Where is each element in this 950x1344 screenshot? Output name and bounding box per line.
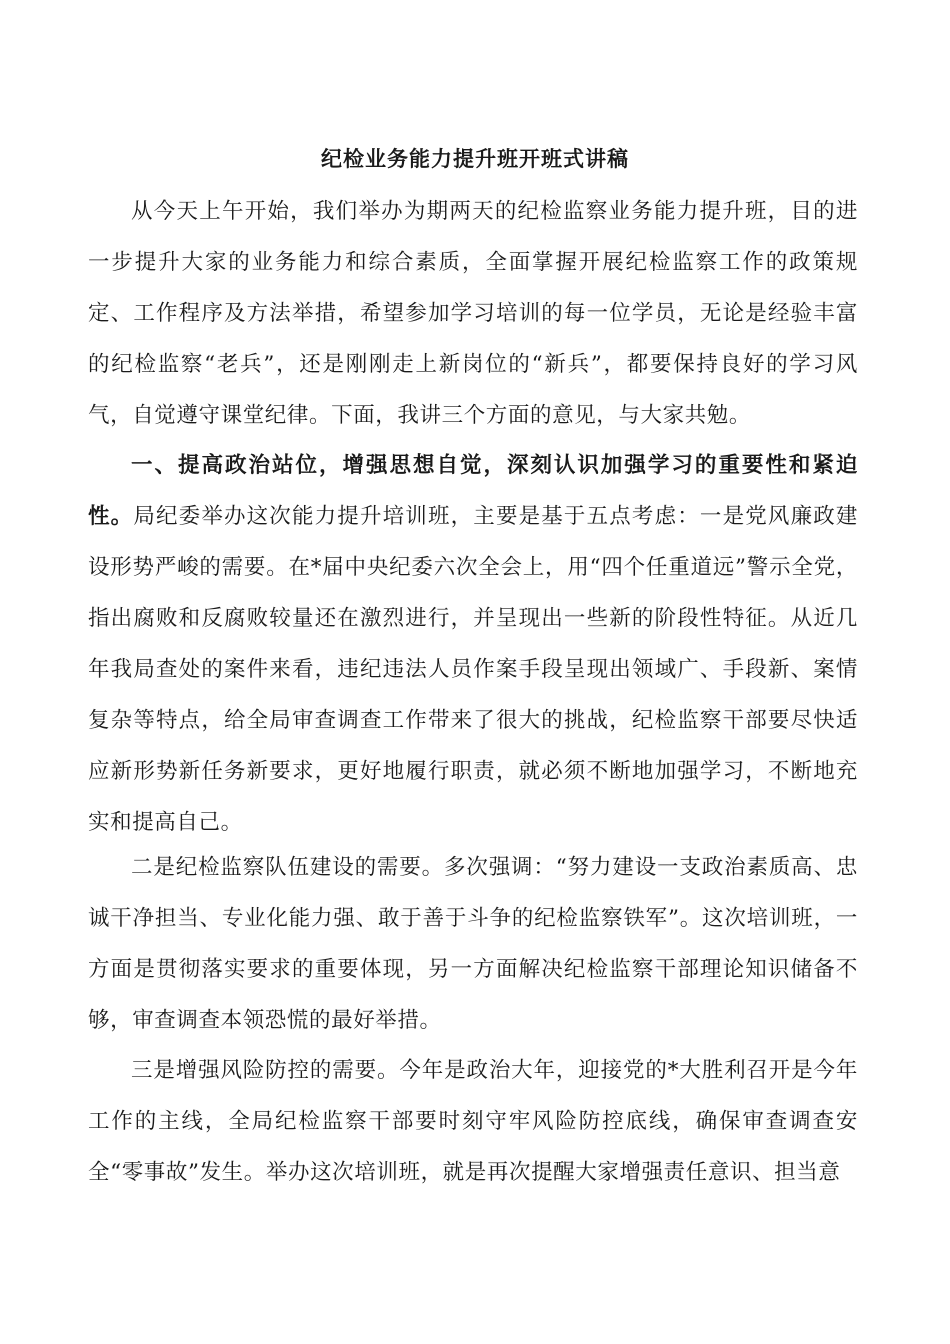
- section-heading: 一、提高政治站位，增强思想自觉，深刻认识加强学习的重要性和紧迫性。: [88, 453, 858, 529]
- paragraph-text: 三是增强风险防控的需要。今年是政治大年，迎接党的*大胜利召开是今年工作的主线，全局纪检监察干部要时刻守牢风险防控底线，确保审查调查安全“零事故”发生。举办这次培训班，就是再次提醒大家增强责任意识、担当意: [88, 1058, 858, 1185]
- paragraph-point-three: [88, 1045, 858, 1198]
- paragraph-text: 局纪委举办这次能力提升培训班，主要是基于五点考虑：一是党风廉政建设形势严峻的需要。在*届中央纪委六次全会上，用“四个任重道远”警示全党，指出腐败和反腐败较量还在激烈进行，并呈现出一些新的阶段性特征。从近几年我局查处的案件来看，违纪违法人员作案手段呈现出领域广、手段新、案情复杂等特点，给全局审查调查工作带来了很大的挑战，纪检监察干部要尽快适应新形势新任务新要求，更好地履行职责，就必须不断地加强学习，不断地充实和提高自己。: [88, 504, 858, 835]
- paragraph-section-one: [88, 440, 858, 848]
- document-title: 纪检业务能力提升班开班式讲稿: [321, 146, 629, 171]
- paragraph-intro: [88, 186, 858, 441]
- paragraph-text: 二是纪检监察队伍建设的需要。多次强调：“努力建设一支政治素质高、忠诚干净担当、专业化能力强、敢于善于斗争的纪检监察铁军”。这次培训班，一方面是贯彻落实要求的重要体现，另一方面解决纪检监察干部理论知识储备不够，审查调查本领恐慌的最好举措。: [88, 855, 858, 1033]
- paragraph-point-two: [88, 842, 858, 1046]
- paragraph-text: 从今天上午开始，我们举办为期两天的纪检监察业务能力提升班，目的进一步提升大家的业务能力和综合素质，全面掌握开展纪检监察工作的政策规定、工作程序及方法举措，希望参加学习培训的每一位学员，无论是经验丰富的纪检监察“老兵”，还是刚刚走上新岗位的“新兵”，都要保持良好的学习风气，自觉遵守课堂纪律。下面，我讲三个方面的意见，与大家共勉。: [88, 199, 858, 428]
